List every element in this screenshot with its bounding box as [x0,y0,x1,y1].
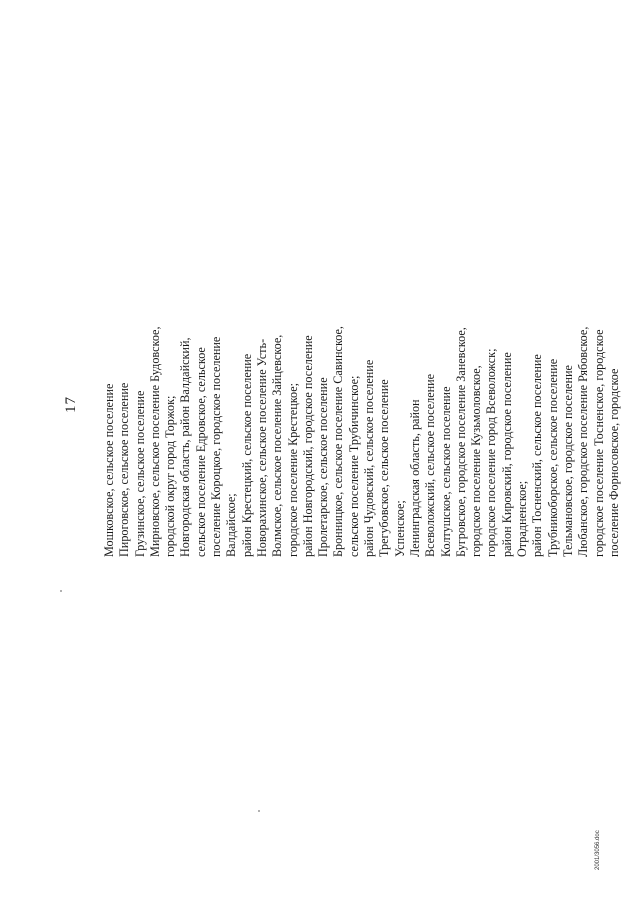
text-line: городское поселение Тосненское, городское [591,329,606,557]
text-line: Всеволожский, сельское поселение [423,373,438,557]
file-name-footer: 2001/3056.doc [595,830,601,870]
text-line: сельское поселение Трубичинское; [346,375,361,557]
text-line: Трубникоборское, сельское поселение [545,358,560,557]
text-line: Мошковское, сельское поселение [102,383,116,557]
text-line: Бронницкое, сельское поселение Савинское, [331,326,346,557]
text-line: Колтушское, сельское поселение [438,386,453,557]
text-line: сельское поселение Едровское, сельское [193,347,208,557]
scan-speck [60,590,62,592]
text-line: поселение Короцкое, городское поселение [209,336,224,557]
text-line: Отрадненское; [515,480,530,557]
text-line: городской округ город Торжок; [163,395,178,557]
text-line: Грузинское, сельское поселение [132,390,147,557]
text-line: район Тосненский, сельское поселение [530,354,545,557]
text-line: район Чудовский, сельское поселение [362,359,377,557]
text-line: район Кировский, городское поселение [499,352,514,557]
page-number: 17 [63,396,79,413]
text-line: Ленинградская область, район [407,399,422,557]
text-line: Бугровское, городское поселение Заневское, [453,327,468,557]
text-line: Пироговское, сельское поселение [117,382,132,557]
text-line: Пролетарское, сельское поселение [316,377,331,557]
scan-speck [258,810,260,812]
text-line: Валдайское; [224,493,239,557]
text-line: Волмское, сельское поселение Зайцевское, [270,334,285,557]
text-line: Мирновское, сельское поселение Будовское, [147,326,162,557]
text-line: Успенское; [392,500,407,557]
text-line: район Новгородский, городское поселение [300,335,315,557]
text-line: городское поселение город Всеволожск; [484,348,499,557]
text-line: городское поселение Крестецкое; [285,382,300,557]
text-line: Новгородская область, район Валдайский, [178,337,193,557]
text-line: Трегубовское, сельское поселение [377,379,392,557]
text-line: район Крестецкий, сельское поселение [239,353,254,557]
text-line: Тельмановское, городское поселение [560,365,575,557]
text-line: Новорахинское, сельское поселение Усть- [254,338,269,557]
text-line: городское поселение Кузьмоловское, [469,365,484,557]
text-body [102,97,622,557]
text-line: Любанское, городское поселение Рябовское, [576,326,591,557]
text-line: поселение Форносовское, городское [606,368,621,557]
